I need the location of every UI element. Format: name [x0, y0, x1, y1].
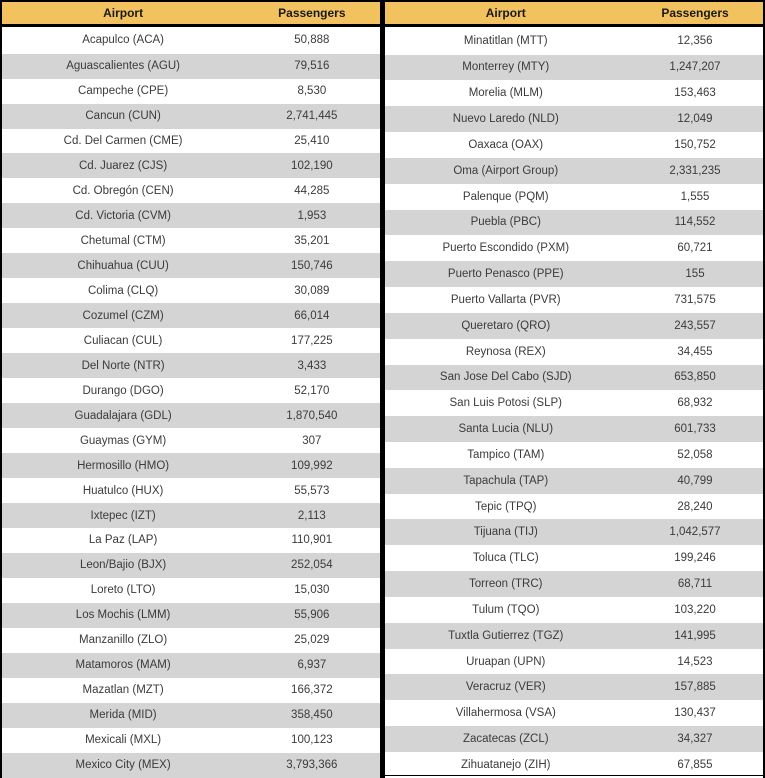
airport-cell: Cd. Juarez (CJS) [1, 153, 244, 178]
airport-cell: Veracruz (VER) [384, 674, 628, 700]
passengers-cell: 44,285 [244, 178, 381, 203]
airport-cell: Torreon (TRC) [384, 571, 628, 597]
table-row [384, 442, 765, 468]
passengers-cell: 199,246 [627, 545, 764, 571]
passengers-cell: 30,089 [244, 278, 381, 303]
airport-cell: Mexico City (MEX) [1, 753, 244, 778]
table-row [1, 653, 381, 678]
right-airport-table [383, 2, 765, 778]
passengers-cell: 166,372 [244, 678, 381, 703]
passengers-cell: 100,123 [244, 728, 381, 753]
airport-cell: Santa Lucia (NLU) [384, 416, 628, 442]
passengers-cell: 25,029 [244, 628, 381, 653]
table-row [384, 571, 765, 597]
table-row [384, 700, 765, 726]
table-row [1, 453, 381, 478]
airport-cell: Oaxaca (OAX) [384, 132, 628, 158]
table-row [1, 603, 381, 628]
table-row [1, 153, 381, 178]
airport-cell: Tuxtla Gutierrez (TGZ) [384, 623, 628, 649]
table-row [1, 403, 381, 428]
airport-cell: Uruapan (UPN) [384, 649, 628, 675]
passengers-cell: 1,870,540 [244, 403, 381, 428]
table-row [384, 313, 765, 339]
airport-cell: Puerto Vallarta (PVR) [384, 287, 628, 313]
airport-cell: Puerto Escondido (PXM) [384, 235, 628, 261]
passengers-cell: 55,906 [244, 603, 381, 628]
table-row [384, 468, 765, 494]
table-row [384, 339, 765, 365]
passengers-cell: 52,058 [627, 442, 764, 468]
airport-cell: Ixtepec (IZT) [1, 503, 244, 528]
table-row [1, 328, 381, 353]
airport-cell: Acapulco (ACA) [1, 26, 244, 54]
table-row [1, 553, 381, 578]
passengers-cell: 731,575 [627, 287, 764, 313]
airport-cell: Cozumel (CZM) [1, 303, 244, 328]
airport-cell: Manzanillo (ZLO) [1, 628, 244, 653]
airport-cell: Culiacan (CUL) [1, 328, 244, 353]
passengers-column-header: Passengers [627, 2, 764, 26]
table-row [1, 503, 381, 528]
table-row [384, 597, 765, 623]
airport-cell: Tampico (TAM) [384, 442, 628, 468]
table-row [384, 416, 765, 442]
airport-column-header: Airport [384, 2, 628, 26]
airport-cell: Huatulco (HUX) [1, 478, 244, 503]
passengers-cell: 252,054 [244, 553, 381, 578]
table-row [384, 365, 765, 391]
passengers-cell: 243,557 [627, 313, 764, 339]
table-row [384, 80, 765, 106]
passengers-cell: 114,552 [627, 210, 764, 236]
airport-cell: Puebla (PBC) [384, 210, 628, 236]
passengers-column-header: Passengers [244, 2, 381, 26]
passengers-cell: 2,741,445 [244, 104, 381, 129]
airport-cell: Reynosa (REX) [384, 339, 628, 365]
table-row [1, 203, 381, 228]
passengers-cell: 14,523 [627, 649, 764, 675]
left-airport-table [0, 2, 383, 778]
passengers-cell: 68,711 [627, 571, 764, 597]
airport-cell: Cancun (CUN) [1, 104, 244, 129]
airport-cell: Nuevo Laredo (NLD) [384, 106, 628, 132]
passengers-cell: 1,247,207 [627, 55, 764, 81]
passengers-cell: 52,170 [244, 378, 381, 403]
table-row [384, 184, 765, 210]
table-row [384, 287, 765, 313]
table-row [1, 54, 381, 79]
passengers-cell: 2,113 [244, 503, 381, 528]
table-row [1, 428, 381, 453]
passengers-cell: 130,437 [627, 700, 764, 726]
airport-cell: Zacatecas (ZCL) [384, 726, 628, 752]
passengers-cell: 653,850 [627, 365, 764, 391]
table-row [384, 106, 765, 132]
passengers-cell: 40,799 [627, 468, 764, 494]
table-row [1, 628, 381, 653]
airport-cell: Mazatlan (MZT) [1, 678, 244, 703]
table-row [384, 649, 765, 675]
table-row [1, 678, 381, 703]
table-row [384, 545, 765, 571]
table-row [1, 728, 381, 753]
table-row [1, 228, 381, 253]
right-header-row [384, 2, 765, 26]
table-row [1, 253, 381, 278]
passengers-cell: 34,455 [627, 339, 764, 365]
passengers-cell: 68,932 [627, 390, 764, 416]
airport-cell: Chihuahua (CUU) [1, 253, 244, 278]
airport-cell: Villahermosa (VSA) [384, 700, 628, 726]
passengers-cell: 307 [244, 428, 381, 453]
passengers-cell: 177,225 [244, 328, 381, 353]
table-row [1, 753, 381, 778]
airport-cell: Loreto (LTO) [1, 578, 244, 603]
airport-cell: Cd. Victoria (CVM) [1, 203, 244, 228]
airport-cell: Tepic (TPQ) [384, 494, 628, 520]
airport-cell: Guaymas (GYM) [1, 428, 244, 453]
airport-cell: Tijuana (TIJ) [384, 519, 628, 545]
airport-cell: Oma (Airport Group) [384, 158, 628, 184]
airport-cell: Puerto Penasco (PPE) [384, 261, 628, 287]
table-row [384, 390, 765, 416]
airport-cell: Colima (CLQ) [1, 278, 244, 303]
passengers-cell: 150,752 [627, 132, 764, 158]
airport-column-header: Airport [1, 2, 244, 26]
passengers-cell: 155 [627, 261, 764, 287]
airport-cell: San Luis Potosi (SLP) [384, 390, 628, 416]
passengers-cell: 157,885 [627, 674, 764, 700]
table-row [384, 261, 765, 287]
table-row [384, 494, 765, 520]
passengers-cell: 1,953 [244, 203, 381, 228]
airport-cell: Zihuatanejo (ZIH) [384, 752, 628, 778]
table-row [1, 353, 381, 378]
passengers-cell: 150,746 [244, 253, 381, 278]
passengers-cell: 103,220 [627, 597, 764, 623]
airport-cell: Matamoros (MAM) [1, 653, 244, 678]
passengers-cell: 55,573 [244, 478, 381, 503]
passengers-cell: 6,937 [244, 653, 381, 678]
table-row [384, 519, 765, 545]
passengers-cell: 60,721 [627, 235, 764, 261]
table-row [1, 79, 381, 104]
table-row [384, 726, 765, 752]
passengers-cell: 109,992 [244, 453, 381, 478]
airport-cell: Toluca (TLC) [384, 545, 628, 571]
airport-cell: Los Mochis (LMM) [1, 603, 244, 628]
airport-cell: Minatitlan (MTT) [384, 26, 628, 55]
passengers-cell: 34,327 [627, 726, 764, 752]
table-row [384, 210, 765, 236]
table-row [1, 178, 381, 203]
table-row [384, 235, 765, 261]
table-row [384, 26, 765, 55]
table-row [384, 674, 765, 700]
airport-cell: Monterrey (MTY) [384, 55, 628, 81]
airport-cell: Cd. Obregón (CEN) [1, 178, 244, 203]
airport-cell: Aguascalientes (AGU) [1, 54, 244, 79]
passengers-cell: 601,733 [627, 416, 764, 442]
passengers-cell: 12,356 [627, 26, 764, 55]
passengers-cell: 50,888 [244, 26, 381, 54]
passengers-cell: 12,049 [627, 106, 764, 132]
airport-cell: Chetumal (CTM) [1, 228, 244, 253]
airport-cell: La Paz (LAP) [1, 528, 244, 553]
table-row [1, 703, 381, 728]
table-row [1, 278, 381, 303]
passengers-cell: 2,331,235 [627, 158, 764, 184]
airport-cell: Tapachula (TAP) [384, 468, 628, 494]
airport-cell: Hermosillo (HMO) [1, 453, 244, 478]
airport-cell: Del Norte (NTR) [1, 353, 244, 378]
table-row [384, 623, 765, 649]
airport-cell: Tulum (TQO) [384, 597, 628, 623]
passengers-cell: 1,042,577 [627, 519, 764, 545]
airport-cell: Queretaro (QRO) [384, 313, 628, 339]
passengers-cell: 35,201 [244, 228, 381, 253]
airport-cell: Morelia (MLM) [384, 80, 628, 106]
airport-cell: Mexicali (MXL) [1, 728, 244, 753]
passengers-cell: 28,240 [627, 494, 764, 520]
passengers-cell: 67,855 [627, 752, 764, 778]
passengers-cell: 25,410 [244, 129, 381, 154]
passengers-cell: 102,190 [244, 153, 381, 178]
airport-cell: Campeche (CPE) [1, 79, 244, 104]
airport-cell: Cd. Del Carmen (CME) [1, 129, 244, 154]
passengers-cell: 8,530 [244, 79, 381, 104]
table-row [1, 378, 381, 403]
airport-cell: Palenque (PQM) [384, 184, 628, 210]
passengers-cell: 153,463 [627, 80, 764, 106]
airport-cell: Guadalajara (GDL) [1, 403, 244, 428]
passengers-cell: 3,433 [244, 353, 381, 378]
passengers-cell: 15,030 [244, 578, 381, 603]
passengers-cell: 358,450 [244, 703, 381, 728]
table-row [1, 129, 381, 154]
table-row [384, 132, 765, 158]
table-row [1, 26, 381, 54]
airport-cell: Leon/Bajio (BJX) [1, 553, 244, 578]
table-row [1, 303, 381, 328]
passengers-cell: 66,014 [244, 303, 381, 328]
table-row [384, 752, 765, 778]
table-row [1, 578, 381, 603]
passengers-cell: 141,995 [627, 623, 764, 649]
passengers-cell: 1,555 [627, 184, 764, 210]
left-header-row [1, 2, 381, 26]
table-row [384, 55, 765, 81]
table-row [1, 104, 381, 129]
passengers-cell: 110,901 [244, 528, 381, 553]
table-row [384, 158, 765, 184]
table-row [1, 528, 381, 553]
airport-cell: Durango (DGO) [1, 378, 244, 403]
passengers-cell: 79,516 [244, 54, 381, 79]
airport-cell: San Jose Del Cabo (SJD) [384, 365, 628, 391]
passengers-cell: 3,793,366 [244, 753, 381, 778]
airport-cell: Merida (MID) [1, 703, 244, 728]
table-row [1, 478, 381, 503]
